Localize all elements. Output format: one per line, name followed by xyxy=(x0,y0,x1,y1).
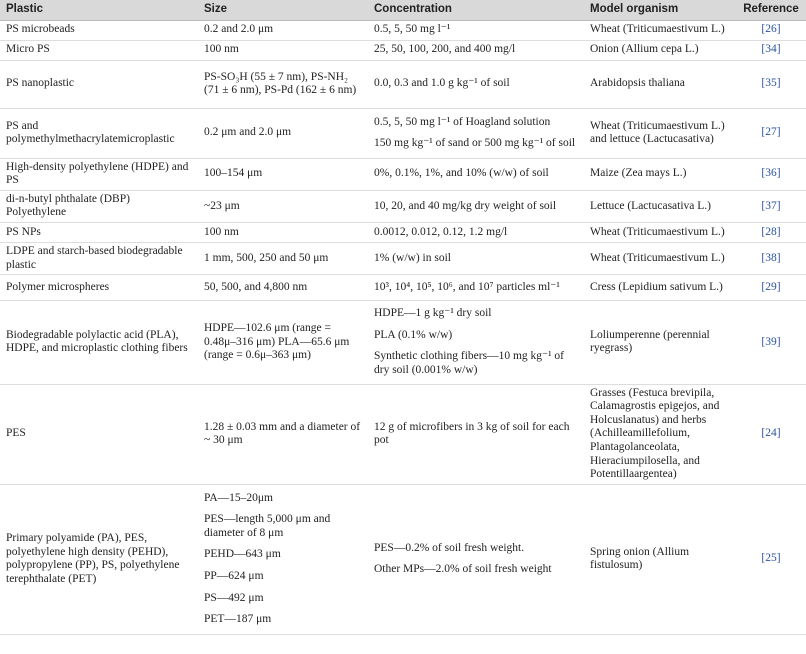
cell-size xyxy=(198,222,368,242)
cell-concentration xyxy=(368,190,584,222)
cell-model-organism xyxy=(584,60,736,108)
size-text: PES—length 5,000 μm and diameter of 8 μm xyxy=(204,513,331,539)
cell-model-organism xyxy=(584,190,736,222)
cell-reference xyxy=(736,190,806,222)
cell-reference xyxy=(736,20,806,40)
organism-text: Wheat (Triticumaestivum L.) xyxy=(590,225,725,238)
cell-concentration xyxy=(368,20,584,40)
cell-reference xyxy=(736,222,806,242)
cell-plastic xyxy=(0,20,198,40)
cell-plastic xyxy=(0,301,198,384)
reference-link[interactable]: [24] xyxy=(761,427,781,440)
cell-concentration xyxy=(368,242,584,274)
cell-size xyxy=(198,60,368,108)
cell-reference xyxy=(736,158,806,190)
size-text: HDPE—102.6 μm (range = 0.48μ–316 μm) PLA—65.6 μm (range = 0.6μ–363 μm) xyxy=(204,321,350,362)
cell-size xyxy=(198,301,368,384)
size-text: PP—624 μm xyxy=(204,569,264,582)
organism-text: Wheat (Triticumaestivum L.) xyxy=(590,251,725,264)
organism-text: Wheat (Triticumaestivum L.) xyxy=(590,23,725,36)
organism-text: Spring onion (Allium fistulosum) xyxy=(590,545,690,572)
cell-reference xyxy=(736,60,806,108)
size-text: PS-SO₃H (55 ± 7 nm), PS-NH₂ (71 ± 6 nm), PS-Pd (162 ± 6 nm) xyxy=(204,70,357,97)
concentration-text: PLA (0.1% w/w) xyxy=(374,328,453,341)
header-concentration: Concentration xyxy=(368,0,584,20)
size-text: 0.2 and 2.0 μm xyxy=(204,23,274,36)
size-text: 100 nm xyxy=(204,43,239,56)
cell-reference xyxy=(736,40,806,60)
table-row xyxy=(0,484,806,634)
plastic-text: di-n-butyl phthalate (DBP) Polyethylene xyxy=(6,192,130,219)
cell-model-organism xyxy=(584,301,736,384)
plastic-text: Primary polyamide (PA), PES, polyethylene high density (PEHD), polypropylene (PP), PS, polyethylene terephthalate (PET) xyxy=(6,532,180,585)
cell-model-organism xyxy=(584,158,736,190)
plastic-text: High-density polyethylene (HDPE) and PS xyxy=(6,160,189,187)
size-text: PEHD—643 μm xyxy=(204,548,281,561)
cell-model-organism xyxy=(584,242,736,274)
reference-link[interactable]: [29] xyxy=(761,280,781,293)
table-row xyxy=(0,242,806,274)
header-row xyxy=(0,0,806,20)
cell-size xyxy=(198,40,368,60)
concentration-text: 150 mg kg⁻¹ of sand or 500 mg kg⁻¹ of soil xyxy=(374,137,576,150)
concentration-text: Other MPs—2.0% of soil fresh weight xyxy=(374,563,552,576)
cell-plastic xyxy=(0,484,198,634)
concentration-text: 10³, 10⁴, 10⁵, 10⁶, and 10⁷ particles ml⁻¹ xyxy=(374,280,560,293)
cell-reference xyxy=(736,484,806,634)
size-text: 50, 500, and 4,800 nm xyxy=(204,280,308,293)
concentration-text: HDPE—1 g kg⁻¹ dry soil xyxy=(374,307,492,320)
cell-size xyxy=(198,108,368,158)
cell-plastic xyxy=(0,158,198,190)
reference-link[interactable]: [39] xyxy=(761,335,781,348)
concentration-text: 0.5, 5, 50 mg l⁻¹ xyxy=(374,23,451,36)
size-text: PET—187 μm xyxy=(204,613,272,626)
table-row xyxy=(0,60,806,108)
size-text: 100 nm xyxy=(204,225,239,238)
table-row xyxy=(0,384,806,484)
concentration-text: 1% (w/w) in soil xyxy=(374,251,451,264)
plastic-text: PS NPs xyxy=(6,225,41,238)
plastic-text: Biodegradable polylactic acid (PLA), HDPE, and microplastic clothing fibers xyxy=(6,328,188,355)
plastic-text: Polymer microspheres xyxy=(6,280,110,293)
plastic-text: PS nanoplastic xyxy=(6,77,75,90)
cell-plastic xyxy=(0,384,198,484)
cell-model-organism xyxy=(584,275,736,301)
cell-size xyxy=(198,242,368,274)
size-text: 0.2 μm and 2.0 μm xyxy=(204,126,292,139)
organism-text: Maize (Zea mays L.) xyxy=(590,167,687,180)
organism-text: Arabidopsis thaliana xyxy=(590,77,685,90)
concentration-text: 0.0, 0.3 and 1.0 g kg⁻¹ of soil xyxy=(374,77,510,90)
cell-reference xyxy=(736,108,806,158)
concentration-text: Synthetic clothing fibers—10 mg kg⁻¹ of dry soil (0.001% w/w) xyxy=(374,350,564,376)
reference-link[interactable]: [37] xyxy=(761,199,781,212)
cell-plastic xyxy=(0,108,198,158)
header-reference: Reference xyxy=(736,0,806,20)
cell-concentration xyxy=(368,484,584,634)
cell-reference xyxy=(736,242,806,274)
cell-size xyxy=(198,275,368,301)
reference-link[interactable]: [28] xyxy=(761,225,781,238)
cell-size xyxy=(198,190,368,222)
reference-link[interactable]: [38] xyxy=(761,251,781,264)
concentration-text: 25, 50, 100, 200, and 400 mg/l xyxy=(374,43,516,56)
reference-link[interactable]: [27] xyxy=(761,126,781,139)
cell-model-organism xyxy=(584,484,736,634)
cell-concentration xyxy=(368,301,584,384)
cell-concentration xyxy=(368,158,584,190)
cell-plastic xyxy=(0,40,198,60)
header-size: Size xyxy=(198,0,368,20)
cell-plastic xyxy=(0,60,198,108)
table-row xyxy=(0,301,806,384)
cell-reference xyxy=(736,384,806,484)
organism-text: Wheat (Triticumaestivum L.) and lettuce (Lactucasativa) xyxy=(590,119,725,146)
plastic-text: PS and polymethylmethacrylatemicroplastic xyxy=(6,119,175,146)
organism-text: Onion (Allium cepa L.) xyxy=(590,43,699,56)
concentration-text: 0.5, 5, 50 mg l⁻¹ of Hoagland solution xyxy=(374,115,551,128)
cell-model-organism xyxy=(584,384,736,484)
table-row xyxy=(0,275,806,301)
cell-size xyxy=(198,484,368,634)
plastic-text: PES xyxy=(6,427,26,440)
cell-concentration xyxy=(368,222,584,242)
organism-text: Lettuce (Lactucasativa L.) xyxy=(590,199,711,212)
cell-size xyxy=(198,158,368,190)
table-row xyxy=(0,158,806,190)
plastic-text: PS microbeads xyxy=(6,23,75,36)
cell-concentration xyxy=(368,60,584,108)
plastic-text: Micro PS xyxy=(6,43,50,56)
concentration-text: PES—0.2% of soil fresh weight. xyxy=(374,541,525,554)
cell-concentration xyxy=(368,40,584,60)
size-text: 100–154 μm xyxy=(204,167,263,180)
reference-link[interactable]: [26] xyxy=(761,23,781,36)
concentration-text: 12 g of microfibers in 3 kg of soil for each pot xyxy=(374,420,570,447)
cell-concentration xyxy=(368,275,584,301)
cell-plastic xyxy=(0,242,198,274)
reference-link[interactable]: [36] xyxy=(761,167,781,180)
size-text: 1.28 ± 0.03 mm and a diameter of ~ 30 μm xyxy=(204,420,361,447)
size-text: PS—492 μm xyxy=(204,591,264,604)
cell-plastic xyxy=(0,222,198,242)
cell-model-organism xyxy=(584,40,736,60)
organism-text: Loliumperenne (perennial ryegrass) xyxy=(590,328,710,355)
size-text: PA—15–20μm xyxy=(204,491,274,504)
concentration-text: 0.0012, 0.012, 0.12, 1.2 mg/l xyxy=(374,225,508,238)
table-row xyxy=(0,190,806,222)
organism-text: Cress (Lepidium sativum L.) xyxy=(590,280,723,293)
table-row xyxy=(0,108,806,158)
cell-plastic xyxy=(0,190,198,222)
header-model-organism: Model organism xyxy=(584,0,736,20)
cell-plastic xyxy=(0,275,198,301)
cell-model-organism xyxy=(584,222,736,242)
header-plastic: Plastic xyxy=(0,0,198,20)
cell-size xyxy=(198,384,368,484)
size-text: ~23 μm xyxy=(204,199,240,212)
table-row xyxy=(0,40,806,60)
cell-concentration xyxy=(368,108,584,158)
table-row xyxy=(0,222,806,242)
organism-text: Grasses (Festuca brevipila, Calamagrostis epigejos, and Holcuslanatus) and herbs (Achilleamillefolium, Plantagolanceolata, Hieraciumpilosella, and Potentillaargentea) xyxy=(590,386,720,481)
cell-concentration xyxy=(368,384,584,484)
reference-link[interactable]: [34] xyxy=(761,43,781,56)
cell-size xyxy=(198,20,368,40)
reference-link[interactable]: [35] xyxy=(761,77,781,90)
reference-link[interactable]: [25] xyxy=(761,552,781,565)
cell-reference xyxy=(736,275,806,301)
table-row xyxy=(0,20,806,40)
concentration-text: 0%, 0.1%, 1%, and 10% (w/w) of soil xyxy=(374,167,549,180)
size-text: 1 mm, 500, 250 and 50 μm xyxy=(204,251,329,264)
cell-reference xyxy=(736,301,806,384)
concentration-text: 10, 20, and 40 mg/kg dry weight of soil xyxy=(374,199,557,212)
plastic-text: LDPE and starch-based biodegradable plastic xyxy=(6,244,183,271)
cell-model-organism xyxy=(584,20,736,40)
cell-model-organism xyxy=(584,108,736,158)
